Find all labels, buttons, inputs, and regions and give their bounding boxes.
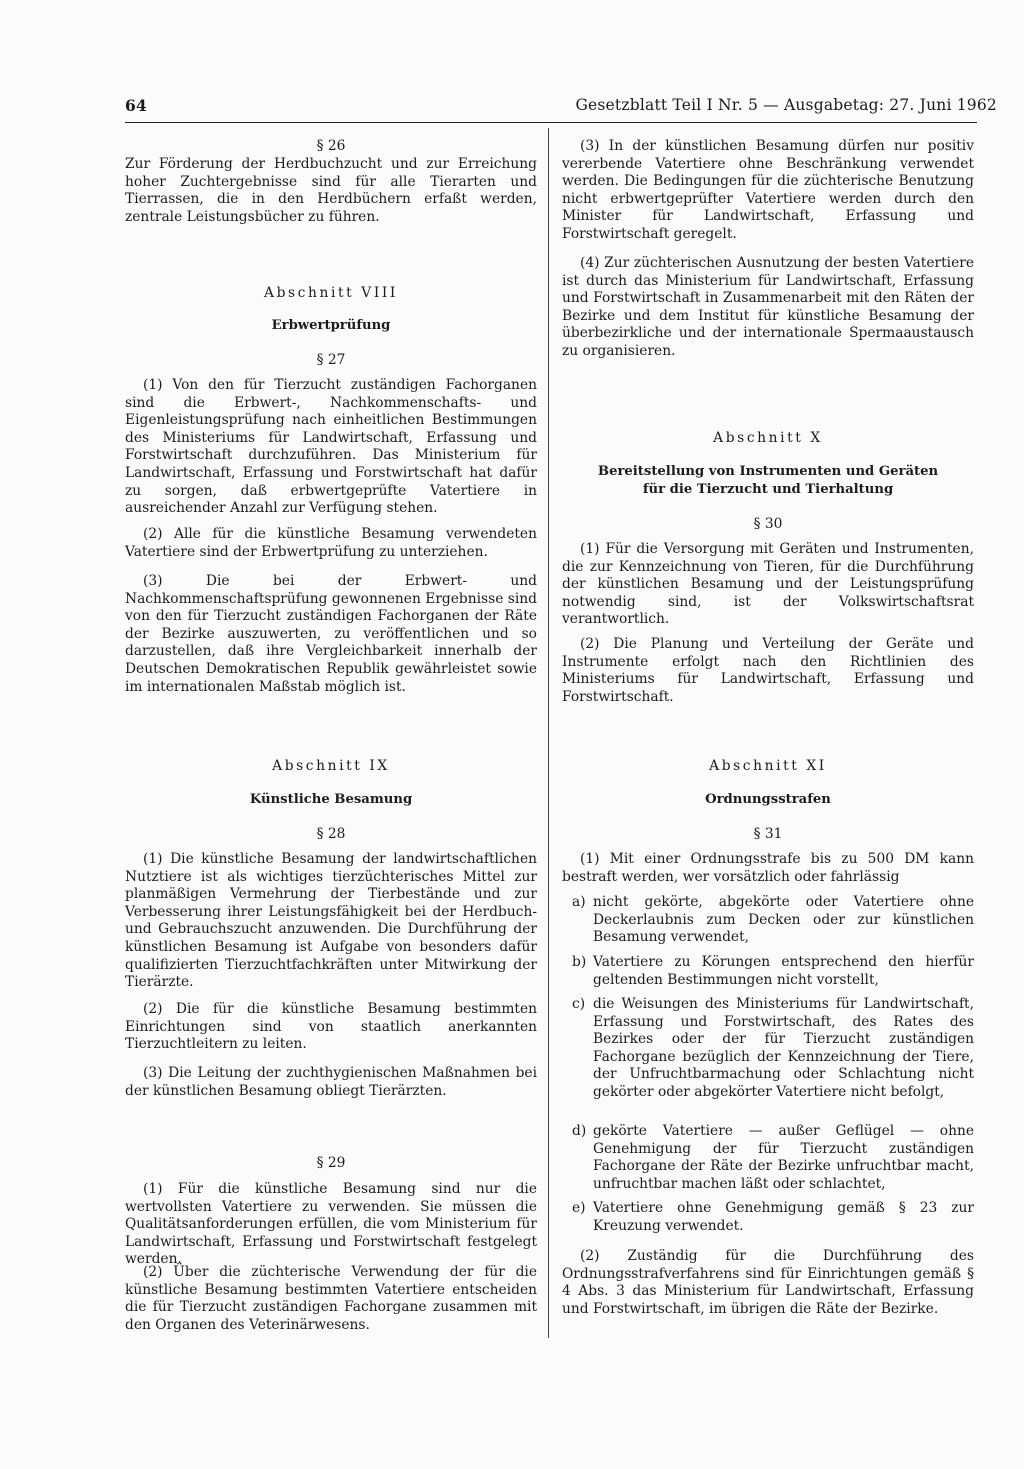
header-rule bbox=[125, 122, 977, 123]
section-28-para-2: (2) Die für die künstliche Besamung bestimmten Einrichtungen sind von staatlich anerkannten Tierzuchtleitern zu leiten. bbox=[125, 1001, 537, 1053]
section-26-text: Zur Förderung der Herdbuchzucht und zur Erreichung hoher Zuchtergebnisse sind für alle Tierarten und Tierrassen, die in den Herdbüchern erfaßt werden, zentrale Leistungsbücher zu führen. bbox=[125, 156, 537, 225]
list-item-b bbox=[562, 954, 974, 989]
list-item-text: die Weisungen des Ministeriums für Landwirtschaft, Erfassung und Forstwirtschaft, des Rates des Bezirkes oder der für Tierzucht zuständigen Fachorgane bezüglich der Kennzeichnung der Tiere, der Unfruchtbarmachung oder Schlachtung nicht gekörter oder abgekörter Vatertiere nicht befolgt, bbox=[593, 996, 974, 1100]
abschnitt-viii-heading: Abschnitt VIII bbox=[264, 285, 398, 301]
abschnitt-ix-title: Künstliche Besamung bbox=[249, 792, 413, 807]
list-item-d bbox=[562, 1123, 974, 1193]
section-31-para-2: (2) Zuständig für die Durchführung des Ordnungsstrafverfahrens sind für Einrichtungen gemäß § 4 Abs. 3 das Ministerium für Landwirtschaft, Erfassung und Forstwirtschaft, im übrigen die Räte der Bezirke. bbox=[562, 1248, 974, 1317]
list-item-text: Vatertiere zu Körungen entsprechend den hierfür geltenden Bestimmungen nicht vorstellt, bbox=[593, 954, 974, 988]
section-31-para-1: (1) Mit einer Ordnungsstrafe bis zu 500 DM kann bestraft werden, wer vorsätzlich oder fahrlässig bbox=[562, 851, 974, 885]
section-30-para-1: (1) Für die Versorgung mit Geräten und Instrumenten, die zur Kennzeichnung von Tieren, für die Durchführung der künstlichen Besamung und der Leistungsprüfung notwendig sind, ist der Volkswirtschaftsrat verantwortlich. bbox=[562, 541, 974, 628]
list-item-e bbox=[562, 1200, 974, 1235]
section-27-para-1: (1) Von den für Tierzucht zuständigen Fachorganen sind die Erbwert-, Nachkommenschafts- und Eigenleistungsprüfung nach einheitlichen Bestimmungen des Ministeriums für Landwirtschaft, Erfassung und Forstwirtschaft durchzuführen. Das Ministerium für Landwirtschaft, Erfassung und Forstwirtschaft hat dafür zu sorgen, daß erbwertgeprüfte Vatertiere in ausreichender Anzahl zur Verfügung stehen. bbox=[125, 377, 537, 517]
section-27-para-2: (2) Alle für die künstliche Besamung verwendeten Vatertiere sind der Erbwertprüfung zu unterziehen. bbox=[125, 526, 537, 560]
column-divider bbox=[548, 128, 549, 1338]
list-item-text: Vatertiere ohne Genehmigung gemäß § 23 zur Kreuzung verwendet. bbox=[593, 1200, 974, 1234]
abschnitt-x-title-line-1: Bereitstellung von Instrumenten und Geräten bbox=[597, 464, 939, 479]
list-item-label: c) bbox=[572, 996, 586, 1012]
section-28-para-3: (3) Die Leitung der zuchthygienischen Maßnahmen bei der künstlichen Besamung obliegt Tierärzten. bbox=[125, 1065, 537, 1099]
list-item-label: a) bbox=[572, 894, 586, 910]
abschnitt-xi-title: Ordnungsstrafen bbox=[705, 792, 831, 807]
abschnitt-x-title-line-2: für die Tierzucht und Tierhaltung bbox=[642, 482, 894, 497]
section-30-para-2: (2) Die Planung und Verteilung der Geräte und Instrumente erfolgt nach den Richtlinien des Ministeriums für Landwirtschaft, Erfassung und Forstwirtschaft. bbox=[562, 636, 974, 705]
section-27-para-3: (3) Die bei der Erbwert- und Nachkommenschaftsprüfung gewonnenen Ergebnisse sind von den für Tierzucht zuständigen Fachorganen der Räte der Bezirke auszuwerten, zu veröffentlichen und so darzustellen, daß ihre Vergleichbarkeit innerhalb der Deutschen Demokratischen Republik gewährleistet sowie im internationalen Maßstab möglich ist. bbox=[125, 573, 537, 695]
list-item-a bbox=[562, 894, 974, 947]
list-item-text: gekörte Vatertiere — außer Geflügel — ohne Genehmigung der für Tierzucht zuständigen Fachorgane der Räte der Bezirke unfruchtbar macht, unfruchtbar machen läßt oder schlachtet, bbox=[593, 1123, 974, 1192]
page-number: 64 bbox=[125, 96, 147, 115]
section-29-heading: § 29 bbox=[316, 1155, 346, 1171]
section-29-para-1: (1) Für die künstliche Besamung sind nur die wertvollsten Vatertiere zu verwenden. Sie müssen die Qualitätsanforderungen erfüllen, die vom Ministerium für Landwirtschaft, Erfassung und Forstwirtschaft festgelegt werden. bbox=[125, 1181, 537, 1268]
abschnitt-ix-heading: Abschnitt IX bbox=[272, 758, 390, 774]
abschnitt-xi-heading: Abschnitt XI bbox=[709, 758, 827, 774]
list-item-label: e) bbox=[572, 1200, 586, 1216]
running-title: Gesetzblatt Teil I Nr. 5 — Ausgabetag: 27. Juni 1962 bbox=[575, 96, 997, 114]
section-30-heading: § 30 bbox=[753, 516, 783, 532]
list-item-text: nicht gekörte, abgekörte oder Vatertiere ohne Deckerlaubnis zum Decken oder zur künstlichen Besamung verwendet, bbox=[593, 894, 974, 946]
section-29-para-3: (3) In der künstlichen Besamung dürfen nur positiv vererbende Vatertiere ohne Beschränkung verwendet werden. Die Bedingungen für die züchterische Benutzung nicht erbwertgeprüfter Vatertiere werden durch den Minister für Landwirtschaft, Erfassung und Forstwirtschaft geregelt. bbox=[562, 138, 974, 242]
list-item-label: b) bbox=[572, 954, 587, 970]
abschnitt-x-heading: Abschnitt X bbox=[713, 430, 823, 446]
section-31-heading: § 31 bbox=[753, 826, 783, 842]
section-28-heading: § 28 bbox=[316, 826, 346, 842]
list-item-label: d) bbox=[572, 1123, 587, 1139]
section-28-para-1: (1) Die künstliche Besamung der landwirtschaftlichen Nutztiere ist als wichtiges tierzüchterisches Mittel zur planmäßigen Vermehrung der Tierbestände und zur Verbesserung ihrer Leistungsfähigkeit bei der Herdbuch- und Gebrauchszucht anzuwenden. Die Durchführung der künstlichen Besamung ist Aufgabe von besonders dafür qualifizierten Tierzuchtfachkräften unter Mitwirkung der Tierärzte. bbox=[125, 851, 537, 991]
page-header bbox=[125, 96, 997, 118]
section-26-heading: § 26 bbox=[316, 138, 346, 154]
section-27-heading: § 27 bbox=[316, 352, 346, 368]
list-item-c bbox=[562, 996, 974, 1102]
section-29-para-2: (2) Über die züchterische Verwendung der für die künstliche Besamung bestimmten Vatertiere entscheiden die für Tierzucht zuständigen Fachorgane zusammen mit den Organen des Veterinärwesens. bbox=[125, 1264, 537, 1333]
abschnitt-viii-title: Erbwertprüfung bbox=[271, 318, 391, 333]
section-29-para-4: (4) Zur züchterischen Ausnutzung der besten Vatertiere ist durch das Ministerium für Landwirtschaft, Erfassung und Forstwirtschaft in Zusammenarbeit mit den Räten der Bezirke und dem Institut für künstliche Besamung der überbezirkliche und der internationale Spermaaustausch zu organisieren. bbox=[562, 255, 974, 359]
